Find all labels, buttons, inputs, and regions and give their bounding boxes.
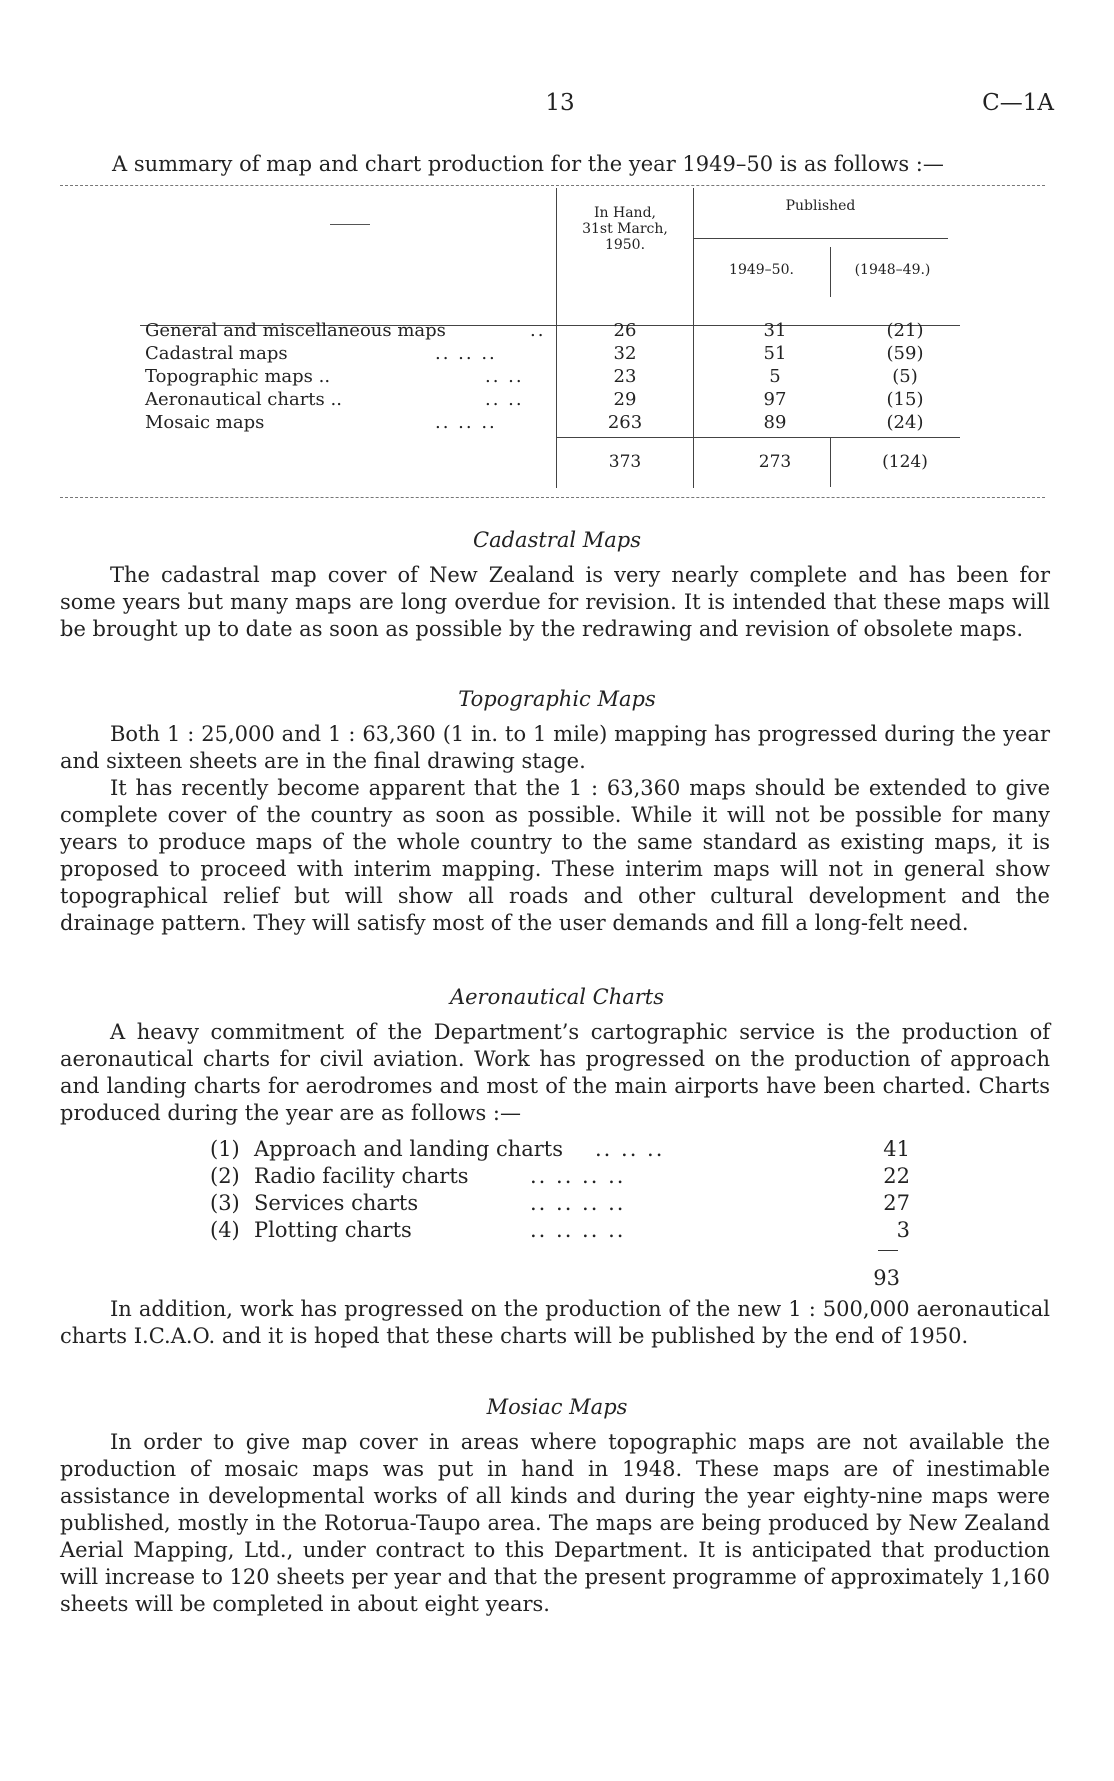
col-1949-50-header: 1949–50. bbox=[729, 262, 794, 278]
total-published-1949-50: 273 bbox=[758, 452, 792, 472]
total-published-1948-49: (124) bbox=[882, 452, 928, 472]
paragraph-topographic-1: Both 1 : 25,000 and 1 : 63,360 (1 in. to 1 mile) mapping has progressed during the year and sixteen sheets are in the final drawing stage. bbox=[60, 722, 1050, 773]
paragraph-cadastral: The cadastral map cover of New Zealand is very nearly complete and has been for some years but many maps are long overdue for revision. It is intended that these maps will be brought up to date as soon as possible by the redrawing and revision of obsolete maps. bbox=[60, 563, 1050, 641]
table-bottom-rule bbox=[60, 497, 1045, 498]
column-divider bbox=[830, 437, 831, 487]
table-row: Cadastral maps .. .. .. 32 51 (59) bbox=[145, 343, 924, 364]
list-total-rule bbox=[878, 1250, 898, 1251]
col-in-hand-header: In Hand, 31st March, 1950. bbox=[582, 205, 668, 253]
col-published-header: Published bbox=[785, 198, 856, 214]
document-reference: C—1A bbox=[982, 90, 1054, 116]
table-row: Aeronautical charts .. .. .. 29 97 (15) bbox=[145, 389, 924, 410]
blank-column-dash bbox=[330, 224, 370, 225]
totals-rule bbox=[556, 437, 960, 438]
section-heading-mosaic: Mosiac Maps bbox=[486, 1395, 628, 1419]
list-total: 93 bbox=[873, 1266, 900, 1290]
list-item: (2) Radio facility charts .. .. .. .. 22 bbox=[210, 1164, 910, 1188]
paragraph-topographic-2: It has recently become apparent that the 1 : 63,360 maps should be extended to give complete cover of the country as soon as possible. While it will not be possible for many years to produce maps of the whole country to the same standard as existing maps, it is proposed to proceed with interim mapping. These interim maps will not in general show topographical relief but will show all roads and other cultural development and the drainage pattern. They will satisfy most of the user demands and fill a long-felt need. bbox=[60, 776, 1050, 935]
list-item: (1) Approach and landing charts .. .. .. 41 bbox=[210, 1137, 910, 1161]
list-item: (3) Services charts .. .. .. .. 27 bbox=[210, 1191, 910, 1215]
paragraph-mosaic: In order to give map cover in areas where topographic maps are not available the production of mosaic maps was put in hand in 1948. These maps are of inestimable assistance in developmental works of all kinds and during the year eighty-nine maps were published, mostly in the Rotorua-Taupo area. The maps are being produced by New Zealand Aerial Mapping, Ltd., under contract to this Department. It is anticipated that production will increase to 120 sheets per year and that the present programme of approximately 1,160 sheets will be completed in about eight years. bbox=[60, 1430, 1050, 1616]
section-heading-aeronautical: Aeronautical Charts bbox=[449, 985, 665, 1009]
table-intro: A summary of map and chart production for the year 1949–50 is as follows :— bbox=[112, 152, 944, 176]
charts-produced-list bbox=[210, 1137, 910, 1245]
table-top-rule bbox=[60, 185, 1045, 186]
paragraph-aeronautical-2: In addition, work has progressed on the production of the new 1 : 500,000 aeronautical charts I.C.A.O. and it is hoped that these charts will be published by the end of 1950. bbox=[60, 1297, 1050, 1348]
section-heading-topographic: Topographic Maps bbox=[458, 687, 656, 711]
table-row: Mosaic maps .. .. .. 263 89 (24) bbox=[145, 412, 924, 433]
list-item: (4) Plotting charts .. .. .. .. 3 bbox=[210, 1218, 910, 1242]
col-1948-49-header: (1948–49.) bbox=[854, 262, 931, 278]
published-subheader-rule bbox=[693, 238, 948, 239]
table-row: General and miscellaneous maps .. 26 31 (21) bbox=[145, 320, 924, 341]
total-in-hand: 373 bbox=[608, 452, 642, 472]
page-number: 13 bbox=[545, 90, 575, 116]
section-heading-cadastral: Cadastral Maps bbox=[473, 528, 641, 552]
table-row: Topographic maps .. .. .. 23 5 (5) bbox=[145, 366, 918, 387]
paragraph-aeronautical-1: A heavy commitment of the Department’s cartographic service is the production of aeronautical charts for civil aviation. Work has progressed on the production of approach and landing charts for aerodromes and most of the main airports have been charted. Charts produced during the year are as follows :— bbox=[60, 1020, 1050, 1125]
